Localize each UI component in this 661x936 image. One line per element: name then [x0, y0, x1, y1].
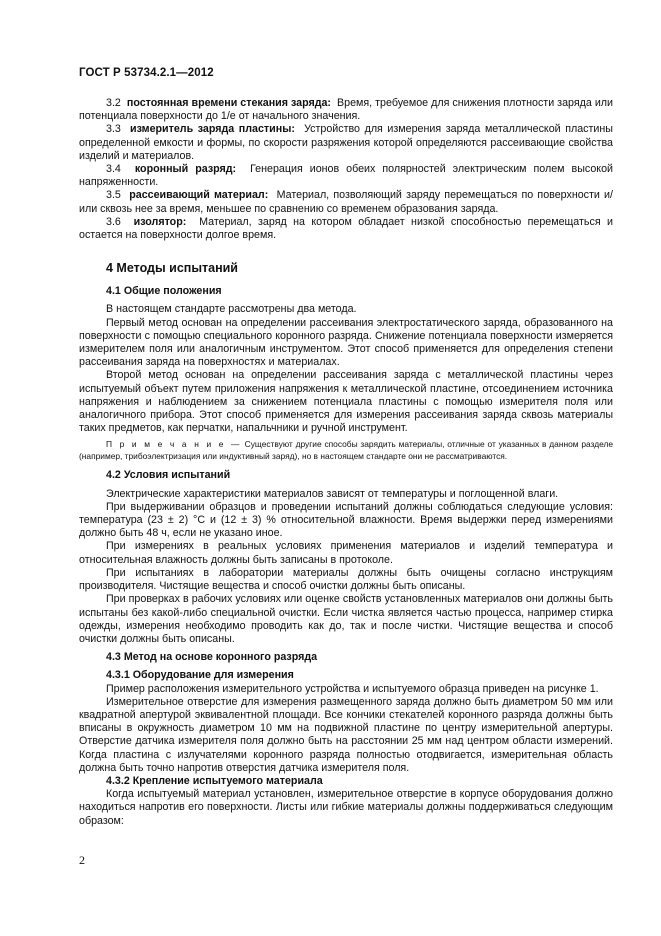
section-4-heading: 4 Методы испытаний [106, 261, 238, 276]
note [79, 439, 613, 462]
definition-3-4: 3.4 коронный разряд: Генерация ионов обеих полярностей электрическим полем высокой напряженности. [79, 163, 613, 189]
definition-3-6: 3.6 изолятор: Материал, заряд на котором обладает низкой способностью перемещаться и остается на поверхности долгое время. [79, 215, 613, 242]
definition-term: измеритель заряда пластины: [130, 123, 295, 136]
definition-term: изолятор: [133, 215, 187, 228]
note-label: П р и м е ч а н и е — [106, 439, 242, 450]
paragraph: Электрические характеристики материалов зависят от температуры и поглощенной влаги. [106, 487, 559, 500]
document-body [79, 97, 613, 828]
definition-3-5: 3.5 рассеивающий материал: Материал, позволяющий заряду перемещаться по поверхности и/или сквозь нее за время, меньшее по сравнению со временем образования заряда. [79, 189, 613, 215]
paragraph: При выдерживании образцов и проведении испытаний должны соблюдаться следующие условия: температура (23 ± 2) °С и (12 ± 3) % относительной влажности. Время выдержки перед измерениями должно быть 48 ч, если не указано иное. [79, 500, 613, 540]
paragraph: Первый метод основан на определении рассеивания электростатического заряда, образованного на поверхности с помощью специального коронного разряда. Снижение потенциала поверхности измеряется измерителем поля или аналогичным инструментом. Этот способ применяется для определения степени рассеивания заряда на поверхностях и материалах. [79, 316, 613, 369]
paragraph: Пример расположения измерительного устройства и испытуемого образца приведен на рисунке 1. [106, 682, 599, 695]
definition-3-2: 3.2 постоянная времени стекания заряда: Время, требуемое для снижения плотности заряда или потенциала поверхности до 1/e от начального значения. [79, 97, 613, 123]
note-text: Существуют другие способы зарядить материалы, отличные от указанных в данном разделе (например, трибоэлектризация или индуктивный заряд), но в настоящем стандарте они не рассматриваются. [79, 439, 614, 461]
paragraph: При измерениях в реальных условиях применения материалов и изделий температура и относительная влажность должны быть записаны в протоколе. [79, 540, 613, 566]
paragraph: Измерительное отверстие для измерения размещенного заряда должно быть диаметром 50 мм или квадратной апертурой эквивалентной площади. Все кончики стекателей коронного разряда должны быть вписаны в окружность диаметром 10 мм на подвижной пластине по центру измерительной апертуры. Отверстие датчика измерителя поля должно быть на расстоянии 25 мм над центром области измерений. Когда пластина с излучателями коронного разряда полностью отодвигается, измерительная область должна быть точно напротив отверстия датчика измерителя поля. [79, 695, 613, 774]
subsection-4-2-heading: 4.2 Условия испытаний [106, 469, 231, 482]
definition-term: рассеивающий материал: [129, 189, 269, 202]
page-number: 2 [79, 853, 85, 867]
definition-term: постоянная времени стекания заряда: [126, 97, 331, 109]
definition-term: коронный разряд: [134, 163, 237, 176]
paragraph: При проверках в рабочих условиях или оценке свойств установленных материалов они должны быть испытаны без какой-либо специальной очистки. Если чистка является частью процесса, например стирка одежды, измерения необходимо проводить как до, так и после чистки. Чистящие вещества и способ очистки должны быть описаны. [79, 593, 613, 645]
paragraph: В настоящем стандарте рассмотрены два метода. [106, 303, 357, 316]
definition-3-3: 3.3 измеритель заряда пластины: Устройство для измерения заряда металлической пластины определенной емкости и формы, по скорости разряжения которой определяются рассеивающие свойства изделий и материалов. [79, 123, 613, 162]
standard-header: ГОСТ Р 53734.2.1—2012 [79, 67, 214, 79]
subsection-4-1-heading: 4.1 Общие положения [106, 285, 222, 298]
paragraph: Второй метод основан на определении рассеивания заряда с металлической пластины через испытуемый объект путем приложения напряжения к металлической пластине, отсоединением источника напряжения и наблюдением за снижением потенциала пластины с помощью измерителя поля или аналогичного прибора. Этот способ применяется для измерения рассеивания заряда сквозь материалы таких предметов, как перчатки, напальчники и ручной инструмент. [79, 369, 613, 435]
subsection-4-3-1-heading: 4.3.1 Оборудование для измерения [106, 669, 294, 682]
subsection-4-3-2-heading: 4.3.2 Крепление испытуемого материала [106, 774, 323, 787]
paragraph: При испытаниях в лаборатории материалы должны быть очищены согласно инструкциям производителя. Чистящие вещества и способ очистки должны быть описаны. [79, 566, 613, 593]
paragraph: Когда испытуемый материал установлен, измерительное отверстие в корпусе оборудования должно находиться напротив его поверхности. Листы или гибкие материалы должны поддерживаться следующим образом: [79, 788, 613, 827]
subsection-4-3-heading: 4.3 Метод на основе коронного разряда [106, 651, 318, 664]
